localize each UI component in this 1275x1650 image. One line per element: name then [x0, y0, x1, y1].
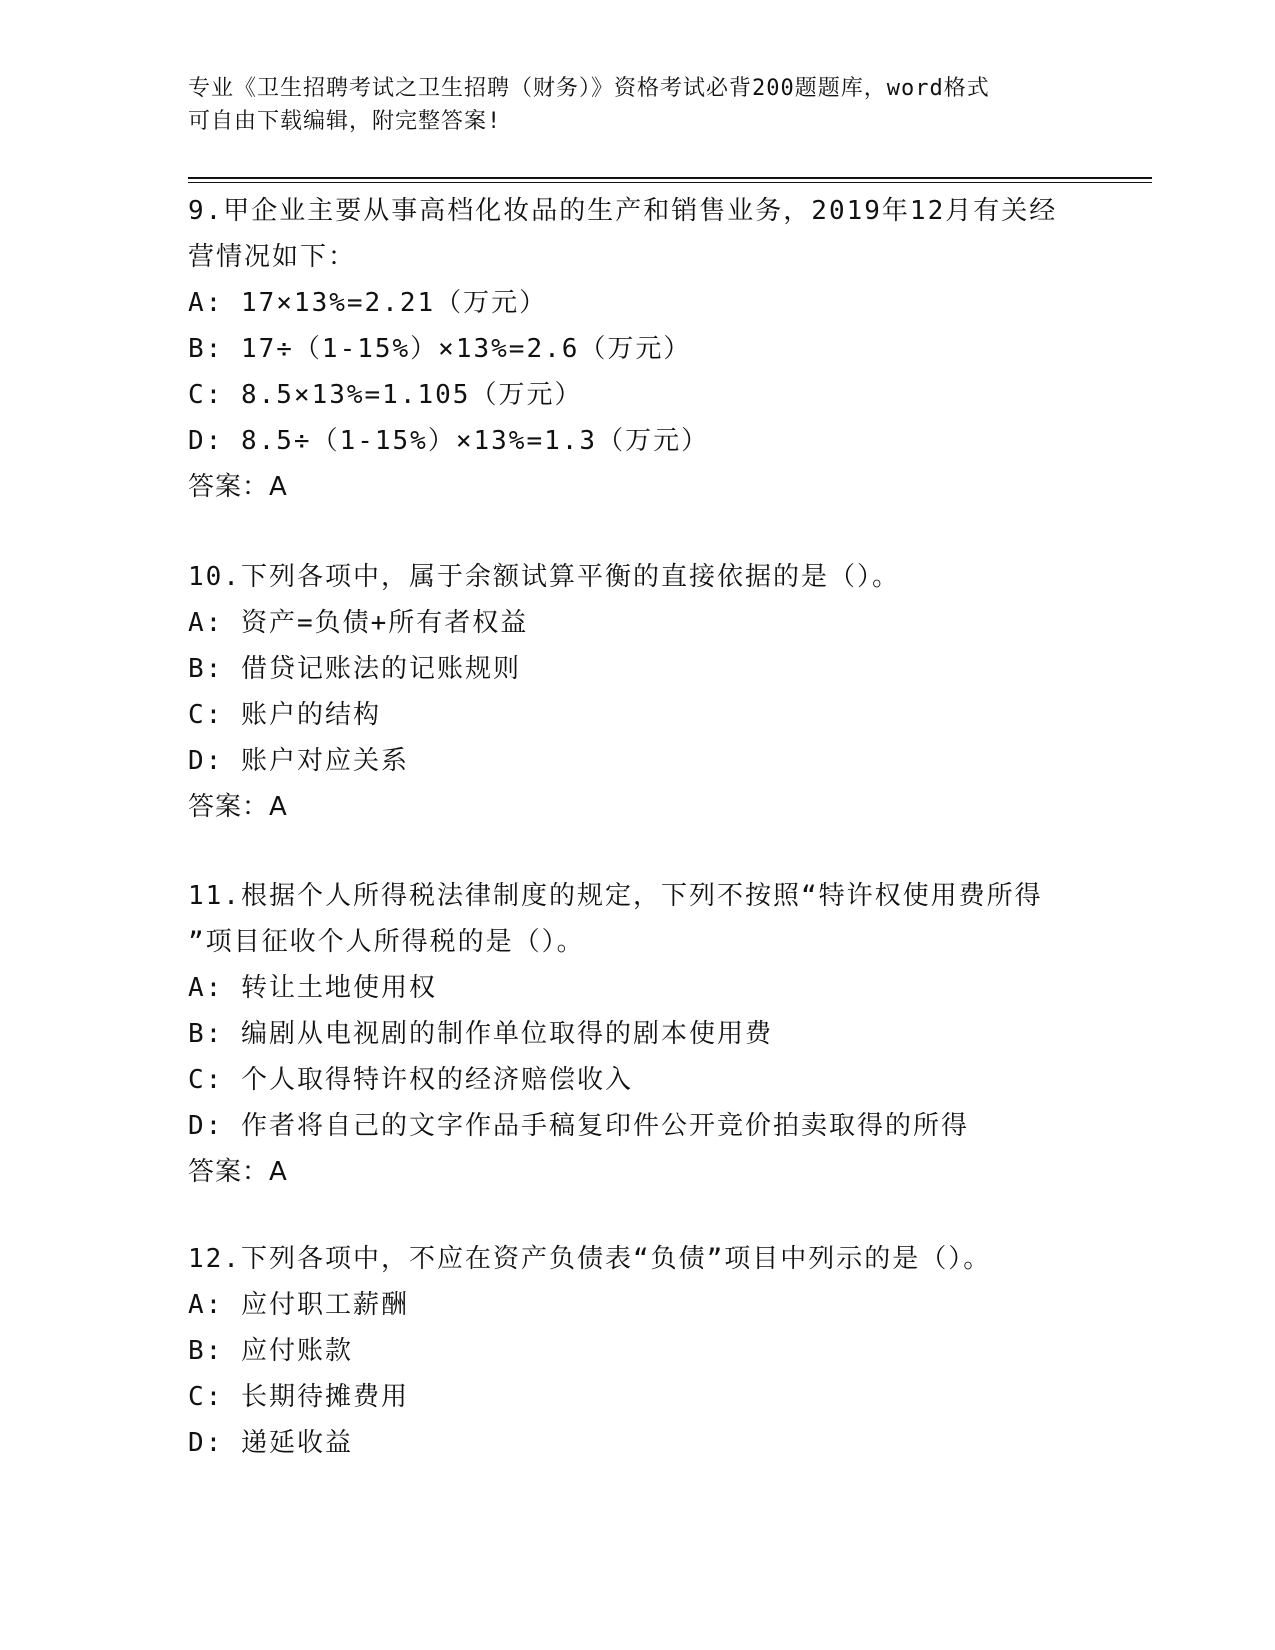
option-d: D: 递延收益 [188, 1428, 353, 1458]
question-stem: 10.下列各项中，属于余额试算平衡的直接依据的是（）。 [188, 562, 900, 592]
option-b: B: 17÷（1-15%）×13%=2.6（万元） [188, 334, 692, 364]
option-d: D: 8.5÷（1-15%）×13%=1.3（万元） [188, 426, 710, 456]
answer: 答案：A [188, 792, 288, 822]
option-a: A: 资产=负债+所有者权益 [188, 608, 529, 638]
document-header [188, 72, 1088, 138]
option-d: D: 账户对应关系 [188, 746, 409, 776]
question-stem: ”项目征收个人所得税的是（）。 [188, 927, 585, 957]
question-10 [188, 554, 1108, 830]
option-a: A: 17×13%=2.21（万元） [188, 288, 548, 318]
question-11 [188, 873, 1108, 1195]
header-line-1: 专业《卫生招聘考试之卫生招聘（财务）》资格考试必背200题题库，word格式 [188, 76, 990, 101]
option-c: C: 个人取得特许权的经济赔偿收入 [188, 1065, 633, 1095]
question-9 [188, 188, 1108, 510]
question-stem: 11.根据个人所得税法律制度的规定，下列不按照“特许权使用费所得 [188, 881, 1043, 911]
question-stem: 9.甲企业主要从事高档化妆品的生产和销售业务，2019年12月有关经 [188, 196, 1058, 226]
option-a: A: 应付职工薪酬 [188, 1290, 409, 1320]
option-a: A: 转让土地使用权 [188, 973, 437, 1003]
header-divider-thick [188, 177, 1152, 179]
option-d: D: 作者将自己的文字作品手稿复印件公开竞价拍卖取得的所得 [188, 1111, 969, 1141]
option-c: C: 账户的结构 [188, 700, 381, 730]
option-b: B: 应付账款 [188, 1336, 353, 1366]
option-b: B: 借贷记账法的记账规则 [188, 654, 521, 684]
answer: 答案：A [188, 1157, 288, 1187]
option-c: C: 长期待摊费用 [188, 1382, 409, 1412]
question-12 [188, 1236, 1108, 1466]
header-line-2: 可自由下载编辑，附完整答案! [188, 109, 502, 134]
question-stem: 营情况如下： [188, 242, 357, 272]
answer: 答案：A [188, 472, 288, 502]
question-stem: 12.下列各项中，不应在资产负债表“负债”项目中列示的是（）。 [188, 1244, 992, 1274]
option-c: C: 8.5×13%=1.105（万元） [188, 380, 583, 410]
option-b: B: 编剧从电视剧的制作单位取得的剧本使用费 [188, 1019, 773, 1049]
header-divider-thin [188, 182, 1152, 183]
